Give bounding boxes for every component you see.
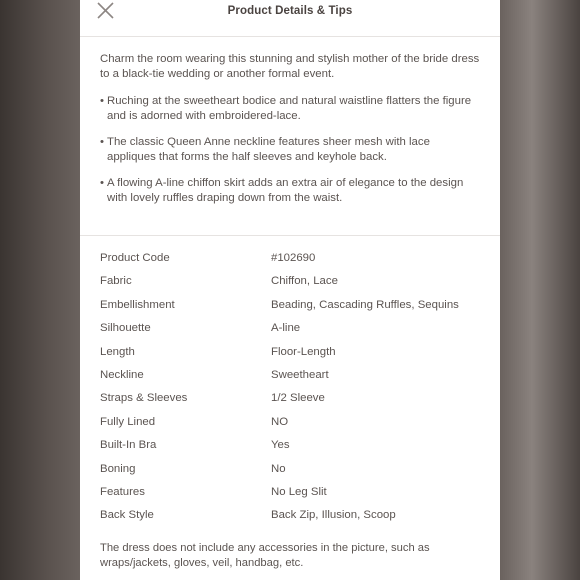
spec-label: Features bbox=[100, 485, 145, 498]
spec-label: Silhouette bbox=[100, 322, 151, 335]
spec-value: Sweetheart bbox=[271, 368, 329, 381]
description-bullet bbox=[100, 94, 480, 124]
spec-row bbox=[100, 438, 490, 461]
spec-row bbox=[100, 368, 490, 391]
spec-label: Fully Lined bbox=[100, 415, 156, 428]
background-right bbox=[500, 0, 580, 580]
dialog-title: Product Details & Tips bbox=[227, 5, 353, 17]
spec-row bbox=[100, 321, 490, 344]
background-left bbox=[0, 0, 80, 580]
spec-value: Yes bbox=[271, 439, 290, 452]
spec-row bbox=[100, 391, 490, 414]
spec-label: Fabric bbox=[100, 275, 132, 288]
description-bullet bbox=[100, 135, 480, 165]
spec-value: Back Zip, Illusion, Scoop bbox=[271, 509, 396, 522]
accessories-note: The dress does not include any accessories in the picture, such as wraps/jackets, gloves, veil, handbag, etc. bbox=[100, 542, 430, 569]
spec-label: Back Style bbox=[100, 509, 154, 522]
spec-label: Boning bbox=[100, 462, 136, 475]
spec-value: No Leg Slit bbox=[271, 485, 327, 498]
spec-value: Beading, Cascading Ruffles, Sequins bbox=[271, 298, 459, 311]
description-intro: Charm the room wearing this stunning and stylish mother of the bride dress to a black-tie wedding or another formal event. bbox=[100, 53, 480, 80]
spec-value: Chiffon, Lace bbox=[271, 275, 338, 288]
spec-label: Product Code bbox=[100, 252, 170, 264]
description-bullet bbox=[100, 176, 480, 206]
spec-value: 1/2 Sleeve bbox=[271, 392, 325, 405]
spec-table bbox=[100, 251, 490, 532]
spec-row bbox=[100, 415, 490, 438]
spec-value: No bbox=[271, 462, 286, 475]
product-details-dialog bbox=[80, 0, 500, 580]
bullet-text: A flowing A-line chiffon skirt adds an extra air of elegance to the design with lovely ruffles draping down from the waist. bbox=[107, 177, 464, 204]
spec-value: #102690 bbox=[271, 252, 316, 264]
spec-value: Floor-Length bbox=[271, 345, 336, 358]
spec-row bbox=[100, 298, 490, 321]
spec-label: Built-In Bra bbox=[100, 439, 157, 452]
spec-row bbox=[100, 274, 490, 297]
spec-label: Embellishment bbox=[100, 298, 175, 311]
bullet-dot: • bbox=[100, 177, 104, 189]
bullet-text: Ruching at the sweetheart bodice and natural waistline flatters the figure and is adorned with embroidered-lace. bbox=[107, 95, 472, 122]
spec-row bbox=[100, 508, 490, 531]
spec-row bbox=[100, 485, 490, 508]
spec-label: Straps & Sleeves bbox=[100, 392, 188, 405]
product-description bbox=[80, 37, 500, 206]
spec-row bbox=[100, 345, 490, 368]
spec-label: Neckline bbox=[100, 368, 144, 381]
bullet-dot: • bbox=[100, 136, 104, 148]
spec-value: NO bbox=[271, 415, 289, 428]
bullet-dot: • bbox=[100, 95, 104, 107]
section-divider bbox=[80, 235, 500, 236]
spec-row bbox=[100, 251, 490, 274]
spec-row bbox=[100, 462, 490, 485]
spec-label: Length bbox=[100, 345, 135, 358]
bullet-text: The classic Queen Anne neckline features sheer mesh with lace appliques that forms the half sleeves and keyhole back. bbox=[107, 136, 430, 163]
spec-value: A-line bbox=[271, 322, 301, 335]
dialog-header bbox=[80, 0, 500, 37]
